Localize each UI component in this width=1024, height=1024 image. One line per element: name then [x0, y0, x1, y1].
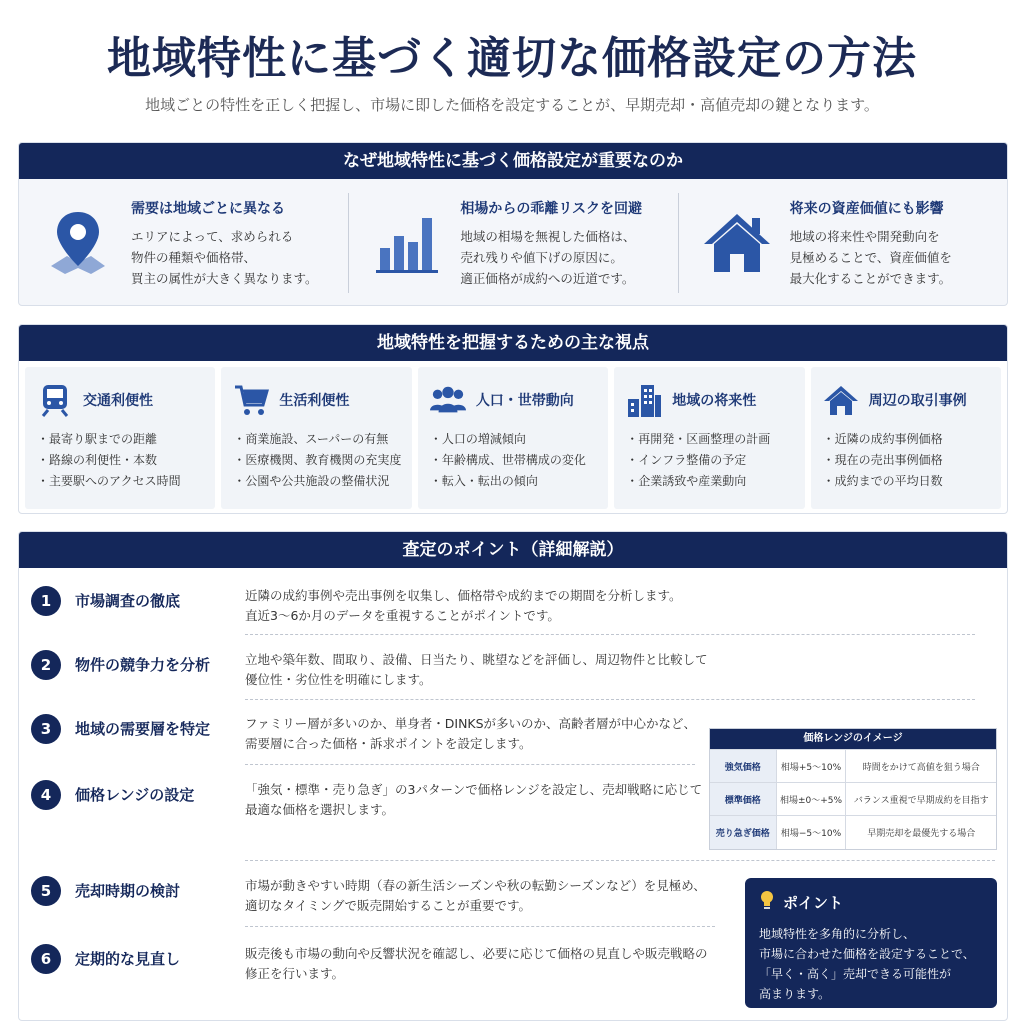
view-title: 周辺の取引事例 [868, 393, 967, 409]
cart-icon [233, 382, 269, 418]
point-title: 価格レンジの設定 [75, 786, 195, 804]
view-bullet: ・ 路線の利便性・本数 [37, 450, 205, 471]
bar-chart-icon [368, 204, 446, 282]
point-item [31, 876, 706, 916]
point-item [31, 586, 682, 626]
view-bullet: ・ 現在の売出事例価格 [823, 450, 991, 471]
range-note: 早期売却を最優先する場合 [846, 816, 996, 849]
range-label: 売り急ぎ価格 [710, 816, 776, 849]
view-card [811, 367, 1001, 509]
table-row [710, 783, 996, 816]
view-title: 地域の将来性 [672, 393, 757, 409]
divider [245, 860, 995, 861]
map-pin-icon [39, 204, 117, 282]
reason-text: 地域の将来性や開発動向を 見極めることで、資産価値を 最大化することができます。 [789, 228, 952, 286]
view-title: 人口・世帯動向 [475, 393, 574, 409]
range-label: 標準価格 [710, 783, 776, 816]
view-bullet: ・ 商業施設、スーパーの有無 [233, 429, 401, 450]
point-item [31, 944, 708, 984]
point-desc: 立地や築年数、間取り、設備、日当たり、眺望などを評価し、周辺物件と比較して 優位性・劣位性を明確にします。 [245, 652, 708, 687]
reason-item [348, 179, 677, 306]
view-bullet: ・ 近隣の成約事例価格 [823, 429, 991, 450]
reason-text: エリアによって、求められる 物件の種類や価格帯、 買主の属性が大きく異なります。 [131, 228, 318, 286]
range-value: 相場−5〜10% [776, 816, 846, 849]
point-item [31, 714, 696, 754]
reason-text: 地域の相場を無視した価格は、 売れ残りや値下げの原因に。 適正価格が成約への近道です。 [460, 228, 636, 286]
reason-item [678, 179, 1007, 306]
points-section [18, 531, 1008, 1021]
home-icon [823, 382, 859, 418]
point-desc: 市場が動きやすい時期（春の新生活シーズンや秋の転勤シーズンなど）を見極め、 適切なタイミングで販売開始することが重要です。 [245, 878, 706, 913]
view-bullet: ・ 主要駅へのアクセス時間 [37, 471, 205, 492]
range-value: 相場±0〜+5% [776, 783, 846, 816]
view-title: 生活利便性 [279, 393, 350, 409]
view-bullet: ・ 企業誘致や産業動向 [626, 471, 794, 492]
tip-box [745, 878, 997, 1008]
view-bullet: ・ 医療機関、教育機関の充実度 [233, 450, 401, 471]
table-row [710, 816, 996, 849]
point-number: 1 [31, 586, 61, 616]
range-note: 時間をかけて高値を狙う場合 [846, 750, 996, 783]
point-title: 売却時期の検討 [75, 882, 181, 900]
page-title: 地域特性に基づく適切な価格設定の方法 [107, 33, 917, 84]
point-desc: 「強気・標準・売り急ぎ」の3パターンで価格レンジを設定し、売却戦略に応じて 最適な価格を選択します。 [245, 782, 703, 817]
divider [245, 634, 975, 635]
point-number: 5 [31, 876, 61, 906]
range-value: 相場+5〜10% [776, 750, 846, 783]
view-card [418, 367, 608, 509]
view-title: 交通利便性 [83, 393, 153, 409]
range-note: バランス重視で早期成約を目指す [846, 783, 996, 816]
divider [245, 764, 695, 765]
view-bullet: ・ 再開発・区画整理の計画 [626, 429, 794, 450]
people-icon [430, 382, 466, 418]
tip-title: ポイント [783, 893, 844, 912]
table-row [710, 750, 996, 783]
points-section-header: 査定のポイント（詳細解説） [19, 532, 1007, 568]
point-desc: 販売後も市場の動向や反響状況を確認し、必要に応じて価格の見直しや販売戦略の 修正を行います。 [245, 946, 708, 981]
view-card [25, 367, 215, 509]
why-section [18, 142, 1008, 306]
view-bullet: ・ 公園や公共施設の整備状況 [233, 471, 401, 492]
point-title: 物件の競争力を分析 [75, 656, 211, 674]
view-bullet: ・ 成約までの平均日数 [823, 471, 991, 492]
reason-title: 相場からの乖離リスクを回避 [460, 200, 643, 217]
view-bullet: ・ 人口の増減傾向 [430, 429, 598, 450]
reason-title: 将来の資産価値にも影響 [789, 200, 944, 217]
page-subtitle: 地域ごとの特性を正しく把握し、市場に即した価格を設定することが、早期売却・高値売却の鍵となります。 [145, 96, 879, 114]
point-number: 3 [31, 714, 61, 744]
view-bullet: ・ インフラ整備の予定 [626, 450, 794, 471]
range-label: 強気価格 [710, 750, 776, 783]
reason-item [19, 179, 348, 306]
buildings-icon [626, 382, 662, 418]
view-card [221, 367, 411, 509]
lightbulb-icon [759, 890, 775, 914]
views-section [18, 324, 1008, 514]
point-title: 市場調査の徹底 [75, 592, 181, 610]
views-section-header: 地域特性を把握するための主な視点 [19, 325, 1007, 361]
divider [245, 926, 715, 927]
view-bullet: ・ 年齢構成、世帯構成の変化 [430, 450, 598, 471]
view-bullet: ・ 最寄り駅までの距離 [37, 429, 205, 450]
point-item [31, 780, 702, 820]
view-bullet: ・ 転入・転出の傾向 [430, 471, 598, 492]
point-number: 6 [31, 944, 61, 974]
house-icon [698, 204, 776, 282]
divider [245, 699, 975, 700]
point-item [31, 650, 708, 690]
point-desc: ファミリー層が多いのか、単身者・DINKSが多いのか、高齢者層が中心かなど、 需要層に合った価格・訴求ポイントを設定します。 [245, 716, 697, 751]
price-range-table [709, 728, 997, 850]
price-range-header: 価格レンジのイメージ [710, 729, 996, 749]
point-title: 定期的な見直し [75, 950, 181, 968]
why-section-header: なぜ地域特性に基づく価格設定が重要なのか [19, 143, 1007, 179]
point-number: 4 [31, 780, 61, 810]
reason-title: 需要は地域ごとに異なる [131, 200, 285, 217]
point-title: 地域の需要層を特定 [75, 720, 211, 738]
tip-text: 地域特性を多角的に分析し、 市場に合わせた価格を設定することで、 「早く・高く」売却できる可能性が 高まります。 [759, 927, 975, 1001]
point-number: 2 [31, 650, 61, 680]
point-desc: 近隣の成約事例や売出事例を収集し、価格帯や成約までの期間を分析します。 直近3〜6か月のデータを重視することがポイントです。 [245, 588, 682, 623]
train-icon [37, 382, 73, 418]
view-card [614, 367, 804, 509]
